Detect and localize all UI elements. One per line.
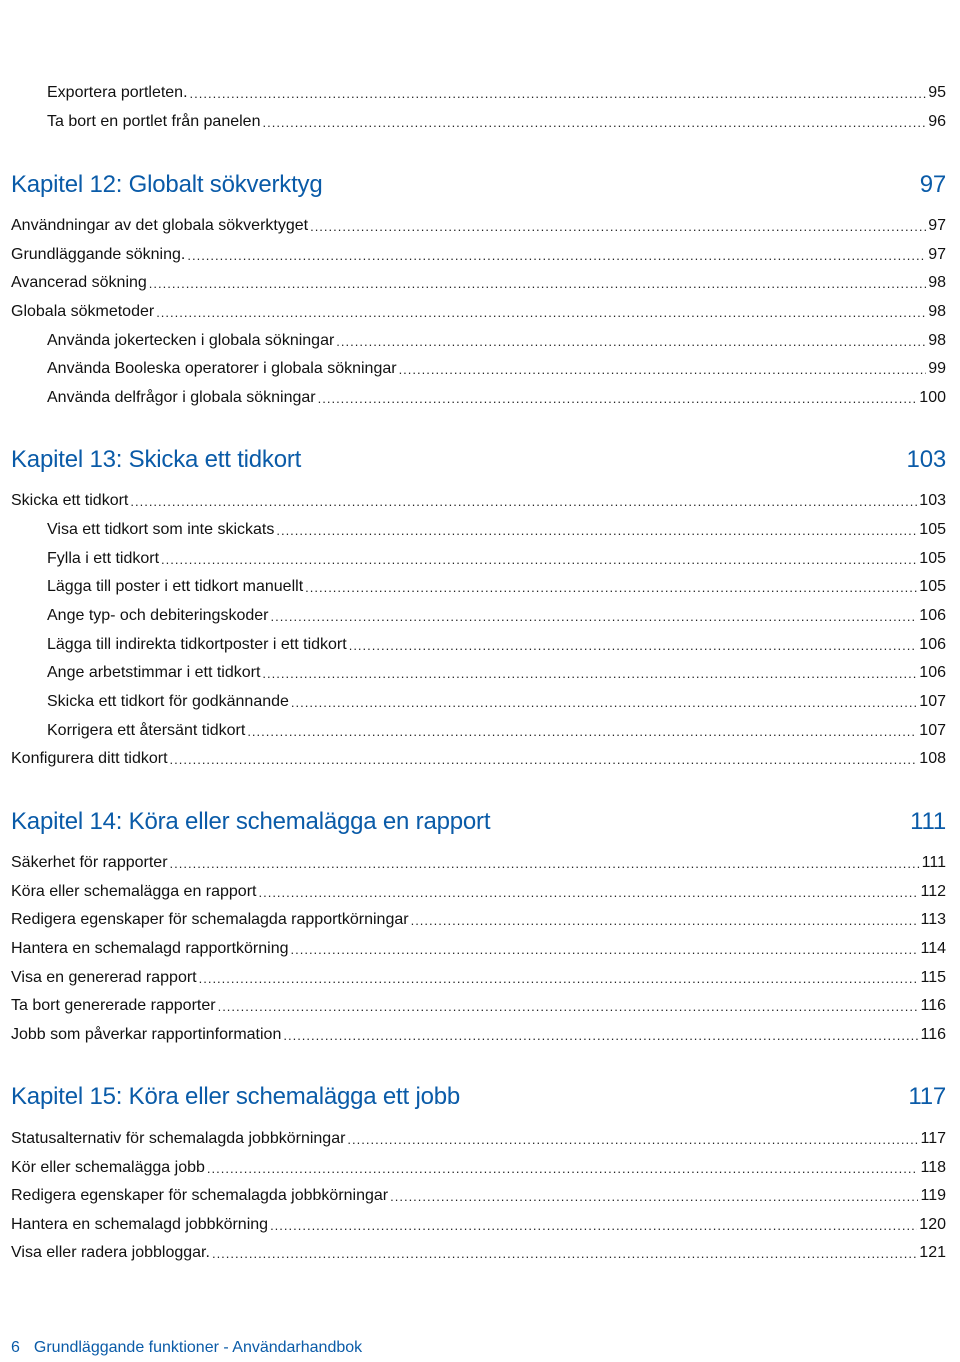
toc-entry-page: 111 [921,854,946,871]
toc-entry[interactable] [47,77,946,103]
toc-entry-page: 99 [928,360,946,377]
toc-entry[interactable] [11,1152,946,1178]
dot-leader [270,608,917,626]
toc-entry-title: Ange typ- och debiteringskoder [47,607,269,624]
toc-entry-page: 98 [928,274,946,291]
dot-leader [291,694,917,712]
dot-leader [199,970,919,988]
toc-entry[interactable] [11,933,946,959]
toc-entry[interactable] [11,239,946,265]
toc-entry[interactable] [47,353,946,379]
toc-entry-title: Visa en genererad rapport [11,969,197,986]
toc-entry[interactable] [47,629,946,655]
chapter-heading[interactable] [11,1078,946,1112]
dot-leader [212,1245,917,1263]
toc-entry[interactable] [11,1019,946,1045]
chapter-heading[interactable] [11,441,946,475]
toc-entry-page: 97 [928,246,946,263]
dot-leader [207,1160,919,1178]
toc-entry-title: Korrigera ett återsänt tidkort [47,722,246,739]
toc-entry-title: Köra eller schemalägga en rapport [11,883,257,900]
dot-leader [276,522,917,540]
toc-entry-page: 119 [920,1187,946,1204]
toc-entry-page: 106 [919,636,946,653]
toc-entry-page: 116 [920,1026,946,1043]
page-footer [11,1336,362,1360]
dot-leader [149,275,926,293]
chapter-heading[interactable] [11,166,946,200]
chapter-page: 97 [919,171,946,198]
toc-entry-title: Ta bort en portlet från panelen [47,113,261,130]
footer-running-title: Grundläggande funktioner - Användarhandbok [33,1339,363,1356]
toc-entry-title: Använda Booleska operatorer i globala sökningar [47,360,397,377]
toc-entry[interactable] [11,847,946,873]
dot-leader [318,390,918,408]
chapter-heading[interactable] [11,803,946,837]
dot-leader [190,85,927,103]
toc-entry-page: 100 [919,389,946,406]
toc-entry-title: Redigera egenskaper för schemalagda rapportkörningar [11,911,409,928]
toc-entry-page: 98 [928,303,946,320]
dot-leader [262,114,926,132]
toc-entry[interactable] [11,876,946,902]
dot-leader [411,912,919,930]
chapter-page: 117 [908,1083,946,1110]
toc-entry-page: 115 [920,969,946,986]
dot-leader [291,941,919,959]
toc-entry[interactable] [47,600,946,626]
dot-leader [170,855,920,873]
toc-entry-page: 105 [919,550,946,567]
toc-entry[interactable] [11,267,946,293]
toc-entry-title: Konfigurera ditt tidkort [11,750,168,767]
toc-entry-page: 106 [919,607,946,624]
chapter-page: 103 [906,446,946,473]
toc-entry[interactable] [47,106,946,132]
toc-entry[interactable] [11,743,946,769]
toc-entry-title: Visa ett tidkort som inte skickats [47,521,275,538]
toc-entry-title: Hantera en schemalagd jobbkörning [11,1216,269,1233]
toc-entry-page: 95 [928,84,946,101]
toc-entry-title: Använda delfrågor i globala sökningar [47,389,316,406]
toc-entry[interactable] [11,210,946,236]
dot-leader [390,1188,918,1206]
toc-entry[interactable] [11,1209,946,1235]
toc-entry[interactable] [47,325,946,351]
toc-entry-page: 98 [928,332,946,349]
dot-leader [170,751,918,769]
toc-entry[interactable] [11,1237,946,1263]
toc-entry[interactable] [11,904,946,930]
dot-leader [347,1131,918,1149]
toc-entry-page: 108 [919,750,946,767]
dot-leader [258,884,918,902]
toc-entry[interactable] [47,543,946,569]
dot-leader [310,218,926,236]
toc-entry[interactable] [11,990,946,1016]
toc-entry-page: 120 [919,1216,946,1233]
toc-entry[interactable] [11,296,946,322]
toc-entry-title: Avancerad sökning [11,274,147,291]
toc-entry-page: 107 [919,722,946,739]
toc-entry-title: Skicka ett tidkort [11,492,129,509]
toc-entry[interactable] [47,686,946,712]
toc-entry-page: 116 [920,997,946,1014]
dot-leader [399,361,927,379]
toc-entry-title: Statusalternativ för schemalagda jobbkörningar [11,1130,346,1147]
toc-entry-page: 103 [919,492,946,509]
dot-leader [218,998,919,1016]
dot-leader [270,1217,917,1235]
dot-leader [156,304,926,322]
toc-entry-page: 97 [928,217,946,234]
toc-entry[interactable] [47,514,946,540]
toc-entry[interactable] [47,382,946,408]
toc-entry-page: 113 [920,911,946,928]
toc-entry-title: Hantera en schemalagd rapportkörning [11,940,289,957]
toc-entry-title: Visa eller radera jobbloggar. [11,1244,210,1261]
dot-leader [247,723,917,741]
toc-entry-page: 112 [920,883,946,900]
toc-entry-title: Exportera portleten. [47,84,188,101]
dot-leader [349,637,918,655]
toc-entry[interactable] [47,657,946,683]
dot-leader [187,247,926,265]
chapter-title: Kapitel 14: Köra eller schemalägga en rapport [11,808,491,835]
chapter-title: Kapitel 13: Skicka ett tidkort [11,446,302,473]
toc-entry-title: Fylla i ett tidkort [47,550,160,567]
chapter-page: 111 [910,808,946,835]
toc-entry-page: 107 [919,693,946,710]
chapter-title: Kapitel 12: Globalt sökverktyg [11,171,323,198]
toc-entry-title: Globala sökmetoder [11,303,155,320]
toc-entry[interactable] [47,715,946,741]
toc-entry-title: Lägga till poster i ett tidkort manuellt [47,578,304,595]
toc-entry-title: Ta bort genererade rapporter [11,997,216,1014]
toc-entry-page: 114 [920,940,946,957]
toc-entry-page: 121 [919,1244,946,1261]
chapter-title: Kapitel 15: Köra eller schemalägga ett jobb [11,1083,461,1110]
toc-entry[interactable] [11,1180,946,1206]
toc-entry-title: Säkerhet för rapporter [11,854,168,871]
toc-entry-page: 117 [920,1130,946,1147]
toc-entry-title: Jobb som påverkar rapportinformation [11,1026,282,1043]
toc-entry-title: Användningar av det globala sökverktyget [11,217,309,234]
footer-page-number: 6 [11,1339,20,1356]
toc-entry-title: Skicka ett tidkort för godkännande [47,693,289,710]
dot-leader [130,493,917,511]
toc-entry-title: Ange arbetstimmar i ett tidkort [47,664,261,681]
toc-entry-title: Grundläggande sökning. [11,246,186,263]
toc-entry-page: 118 [920,1159,946,1176]
toc-entry[interactable] [47,571,946,597]
dot-leader [262,665,917,683]
dot-leader [305,579,917,597]
toc-entry-title: Redigera egenskaper för schemalagda jobbkörningar [11,1187,389,1204]
toc-entry[interactable] [11,485,946,511]
toc-entry[interactable] [11,962,946,988]
dot-leader [336,333,926,351]
toc-entry-page: 96 [928,113,946,130]
toc-entry-title: Använda jokertecken i globala sökningar [47,332,335,349]
toc-entry[interactable] [11,1123,946,1149]
toc-entry-page: 106 [919,664,946,681]
toc-entry-title: Lägga till indirekta tidkortposter i ett tidkort [47,636,347,653]
dot-leader [283,1027,918,1045]
toc-entry-title: Kör eller schemalägga jobb [11,1159,205,1176]
dot-leader [161,551,917,569]
toc-entry-page: 105 [919,578,946,595]
toc-entry-page: 105 [919,521,946,538]
